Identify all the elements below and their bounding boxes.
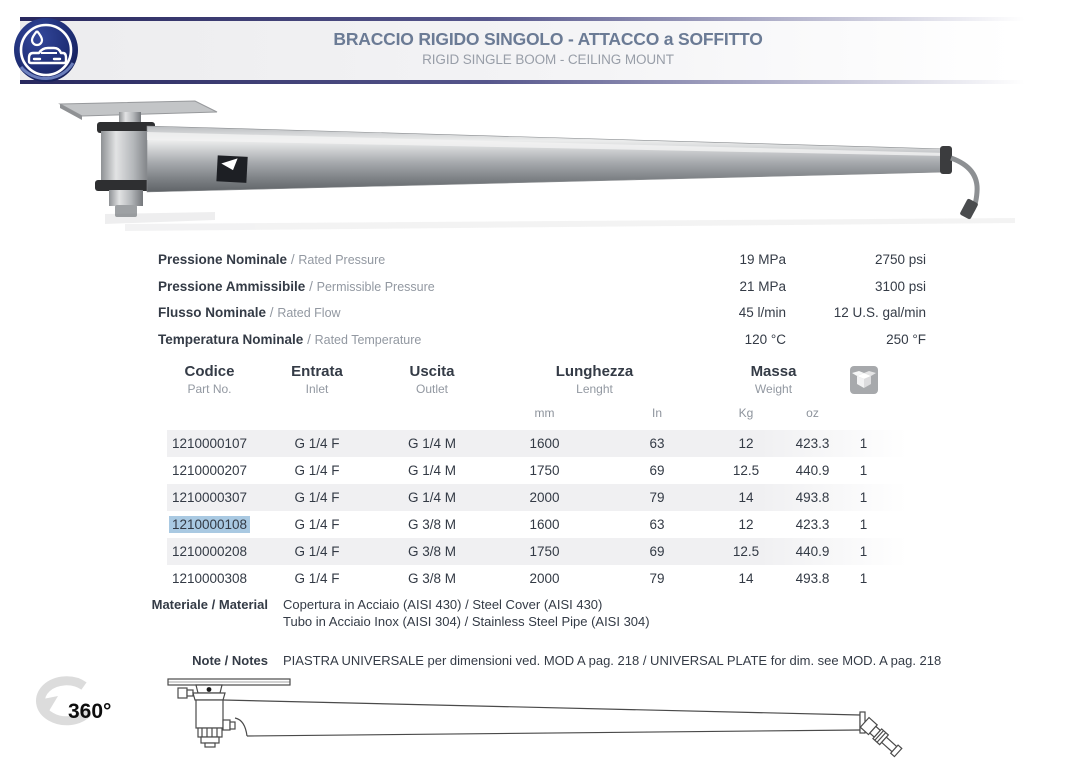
spec-label-en: Permissible Pressure (316, 280, 435, 294)
spec-row-rated-temperature: Temperatura Nominale / Rated Temperature 120 °C 250 °F (0, 327, 1079, 353)
table-row[interactable]: 1210000307 G 1/4 F G 1/4 M 2000 79 14 493.8 1 (167, 484, 907, 511)
spec-value-metric: 120 °C (744, 332, 786, 347)
table-row-selected[interactable]: 1210000108 G 1/4 F G 3/8 M 1600 63 12 423.3 1 (167, 511, 907, 538)
table-units-row (167, 406, 907, 420)
material-label: Materiale / Material (151, 597, 268, 612)
product-photo (35, 92, 1045, 242)
unit-kg: Kg (738, 406, 754, 420)
spec-label-en: Rated Pressure (298, 253, 386, 267)
spec-label-it: Flusso Nominale (158, 305, 267, 320)
spec-value-metric: 21 MPa (739, 279, 786, 294)
spec-value-metric: 45 l/min (738, 305, 786, 320)
part-number: 1210000308 (171, 571, 248, 586)
spec-row-permissible-pressure: Pressione Ammissibile / Permissible Pressure 21 MPa 3100 psi (0, 274, 1079, 300)
col-header-weight: Massa Weight (750, 363, 797, 396)
spec-value-imperial: 2750 psi (874, 252, 926, 267)
spec-row-rated-flow: Flusso Nominale / Rated Flow 45 l/min 12 U.S. gal/min (0, 300, 1079, 326)
notes-label: Note / Notes (192, 653, 268, 668)
car-wash-icon (11, 15, 81, 85)
spec-label-it: Pressione Ammissibile (158, 279, 306, 294)
material-line: Copertura in Acciaio (AISI 430) / Steel Cover (AISI 430) (283, 597, 603, 612)
rotate-360-badge (30, 672, 120, 752)
material-line: Tubo in Acciaio Inox (AISI 304) / Stainless Steel Pipe (AISI 304) (283, 614, 650, 629)
part-number: 1210000307 (171, 490, 248, 505)
mtm-hydro-logo (216, 155, 247, 183)
col-header-part: Codice Part No. (184, 363, 235, 396)
technical-drawing (160, 666, 930, 771)
table-row[interactable]: 1210000308 G 1/4 F G 3/8 M 2000 79 14 493.8 1 (167, 565, 907, 592)
spec-label-en: Rated Temperature (314, 333, 422, 347)
package-box-icon (850, 366, 878, 394)
table-row[interactable]: 1210000208 G 1/4 F G 3/8 M 1750 69 12.5 440.9 1 (167, 538, 907, 565)
table-row[interactable]: 1210000107 G 1/4 F G 1/4 M 1600 63 12 423.3 1 (167, 430, 907, 457)
drawing-lines (168, 679, 902, 757)
part-number: 1210000208 (171, 544, 248, 559)
col-header-outlet: Uscita Outlet (409, 363, 455, 396)
table-row[interactable]: 1210000207 G 1/4 F G 1/4 M 1750 69 12.5 440.9 1 (167, 457, 907, 484)
page-title: BRACCIO RIGIDO SINGOLO - ATTACCO a SOFFITTO (333, 29, 763, 49)
unit-oz: oz (806, 406, 819, 420)
part-number: 1210000107 (171, 436, 248, 451)
spec-value-imperial: 3100 psi (874, 279, 926, 294)
rotate-360-label: 360° (68, 700, 112, 723)
spec-value-imperial: 12 U.S. gal/min (833, 305, 926, 320)
unit-mm: mm (534, 406, 555, 420)
notes-text: PIASTRA UNIVERSALE per dimensioni ved. MOD A pag. 218 / UNIVERSAL PLATE for dim. see MOD. A pag. 218 (283, 653, 942, 668)
spec-label-it: Pressione Nominale (158, 252, 288, 267)
page-subtitle: RIGID SINGLE BOOM - CEILING MOUNT (422, 52, 674, 67)
spec-row-rated-pressure: Pressione Nominale / Rated Pressure 19 MPa 2750 psi (0, 247, 1079, 273)
spec-value-metric: 19 MPa (739, 252, 786, 267)
col-header-inlet: Entrata Inlet (291, 363, 343, 396)
part-number-selected[interactable]: 1210000108 (169, 516, 250, 533)
unit-in: In (651, 406, 662, 420)
spec-label-en: Rated Flow (277, 306, 341, 320)
spec-value-imperial: 250 °F (886, 332, 926, 347)
spec-label-it: Temperatura Nominale (158, 332, 304, 347)
table-header (167, 362, 907, 397)
page-header (20, 21, 1056, 80)
boom-photo-group (60, 101, 1015, 231)
col-header-length: Lunghezza Lenght (555, 363, 634, 396)
part-number: 1210000207 (171, 463, 248, 478)
